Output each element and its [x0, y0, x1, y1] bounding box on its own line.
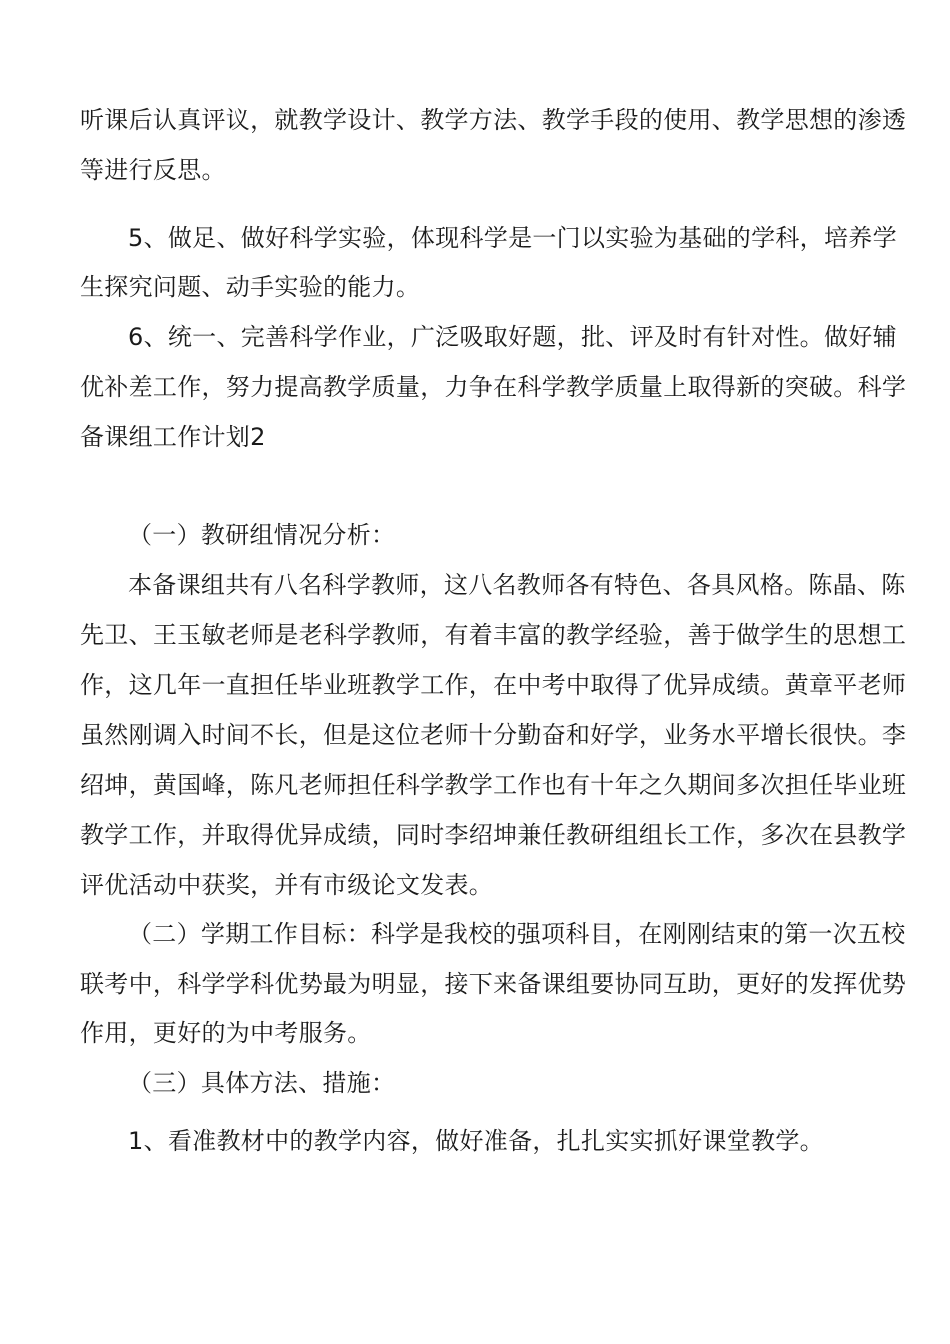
- text-line: 作用，更好的为中考服务。: [80, 1019, 372, 1047]
- text-line: 先卫、王玉敏老师是老科学教师，有着丰富的教学经验，善于做学生的思想工: [80, 621, 907, 649]
- text-line: 本备课组共有八名科学教师，这八名教师各有特色、各具风格。陈晶、陈: [128, 571, 906, 599]
- section-title: 备课组工作计划2: [80, 423, 266, 451]
- list-item-5: 5、做足、做好科学实验，体现科学是一门以实验为基础的学科，培养学: [128, 224, 897, 252]
- text-line: 生探究问题、动手实验的能力。: [80, 273, 421, 301]
- subheading-3: （三）具体方法、措施：: [128, 1069, 396, 1097]
- text-line: 虽然刚调入时间不长，但是这位老师十分勤奋和好学，业务水平增长很快。李: [80, 721, 907, 749]
- list-item-6: 6、统一、完善科学作业，广泛吸取好题，批、评及时有针对性。做好辅: [128, 323, 897, 351]
- text-line: 等进行反思。: [80, 156, 226, 184]
- subheading-1: （一）教研组情况分析：: [128, 521, 396, 549]
- text-line: 作，这几年一直担任毕业班教学工作，在中考中取得了优异成绩。黄章平老师: [80, 671, 907, 699]
- text-line: 教学工作，并取得优异成绩，同时李绍坤兼任教研组组长工作，多次在县教学: [80, 821, 907, 849]
- text-line: 评优活动中获奖，并有市级论文发表。: [80, 871, 494, 899]
- subheading-2: （二）学期工作目标：科学是我校的强项科目，在刚刚结束的第一次五校: [128, 920, 906, 948]
- text-line: 联考中，科学学科优势最为明显，接下来备课组要协同互助，更好的发挥优势: [80, 970, 907, 998]
- text-line: 听课后认真评议，就教学设计、教学方法、教学手段的使用、教学思想的渗透: [80, 106, 907, 134]
- text-line: 绍坤，黄国峰，陈凡老师担任科学教学工作也有十年之久期间多次担任毕业班: [80, 771, 907, 799]
- text-line: 优补差工作，努力提高教学质量，力争在科学教学质量上取得新的突破。科学: [80, 373, 907, 401]
- list-item-1: 1、看准教材中的教学内容，做好准备，扎扎实实抓好课堂教学。: [128, 1127, 824, 1155]
